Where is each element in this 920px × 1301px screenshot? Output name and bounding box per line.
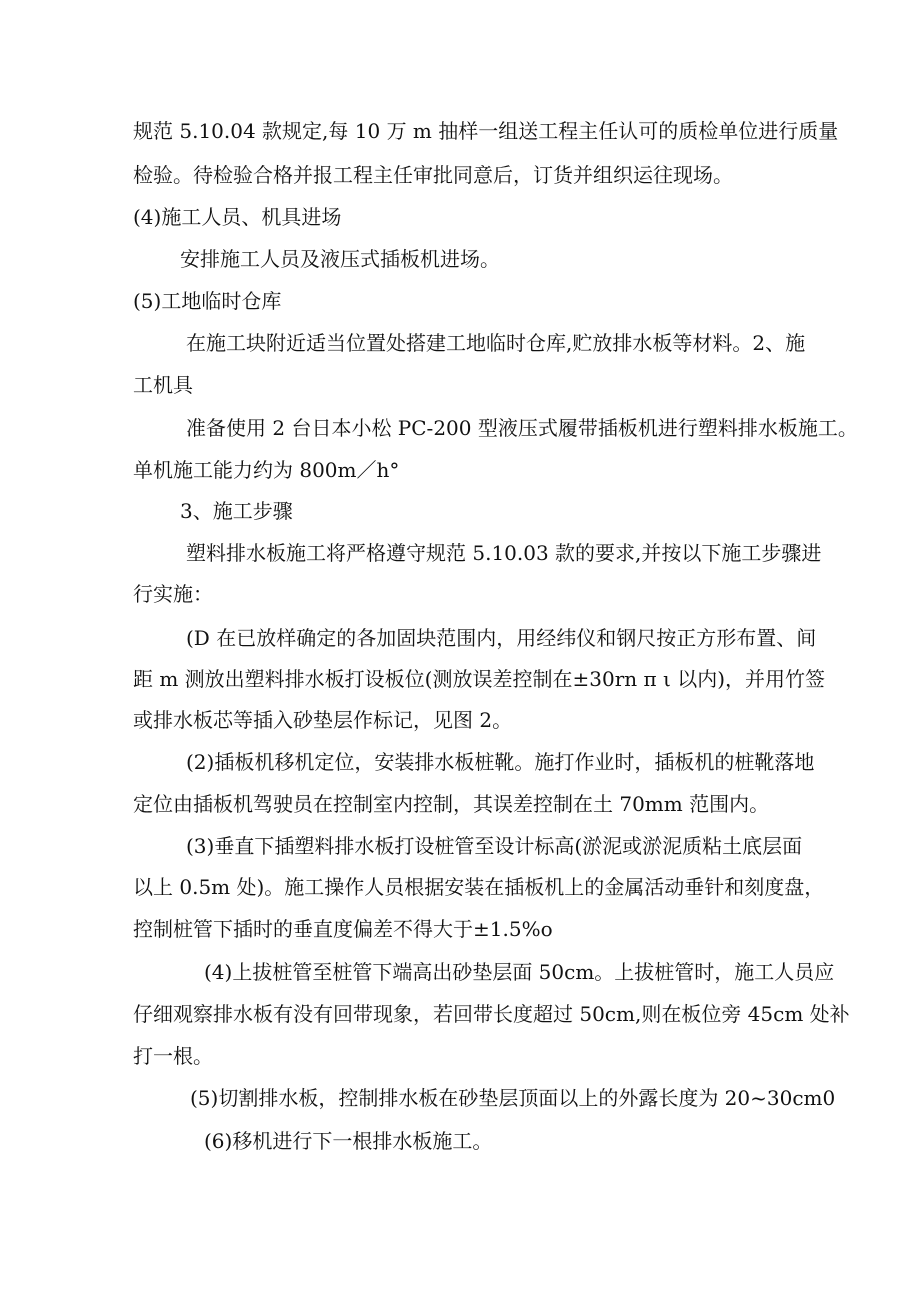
text-line: 以上 0.5m 处)。施工操作人员根据安装在插板机上的金属活动垂针和刻度盘， [133, 875, 825, 899]
text-line: 塑料排水板施工将严格遵守规范 5.10.03 款的要求,并按以下施工步骤进 [186, 541, 822, 565]
text-line: 工机具 [133, 373, 193, 397]
section-heading: (5)工地临时仓库 [133, 289, 282, 313]
text-line: 在施工块附近适当位置处搭建工地临时仓库,贮放排水板等材料。2、施 [186, 331, 806, 355]
text-line: (3)垂直下插塑料排水板打设桩管至设计标高(淤泥或淤泥质粘土底层面 [186, 834, 803, 858]
text-line: 准备使用 2 台日本小松 PC-200 型液压式履带插板机进行塑料排水板施工。 [186, 416, 858, 440]
text-line: (6)移机进行下一根排水板施工。 [204, 1129, 493, 1153]
text-line: (2)插板机移机定位，安装排水板桩靴。施打作业时，插板机的桩靴落地 [186, 750, 815, 774]
text-line: (4)上拔桩管至桩管下端高出砂垫层面 50cm。上拔桩管时，施工人员应 [204, 960, 835, 984]
text-line: 安排施工人员及液压式插板机进场。 [180, 247, 500, 271]
text-line: (5)切割排水板，控制排水板在砂垫层顶面以上的外露长度为 20~30cm0 [190, 1086, 836, 1110]
text-line: 行实施： [133, 582, 213, 606]
text-line: 检验。待检验合格并报工程主任审批同意后，订货并组织运往现场。 [133, 163, 733, 187]
text-line: (D 在已放样确定的各加固块范围内，用经纬仪和钢尺按正方形布置、间 [186, 626, 817, 650]
text-line: 距 m 测放出塑料排水板打设板位(测放误差控制在±30rn π ι 以内)，并用竹签 [133, 667, 825, 691]
section-heading: 3、施工步骤 [180, 499, 293, 523]
text-line: 或排水板芯等插入砂垫层作标记，见图 2。 [133, 708, 513, 732]
text-line: 定位由插板机驾驶员在控制室内控制，其误差控制在土 70mm 范围内。 [133, 792, 770, 816]
section-heading: (4)施工人员、机具进场 [133, 205, 342, 229]
text-line: 仔细观察排水板有没有回带现象，若回带长度超过 50cm,则在板位旁 45cm 处补 [133, 1002, 850, 1026]
text-line: 控制桩管下插时的垂直度偏差不得大于±1.5%o [133, 917, 553, 941]
text-line: 单机施工能力约为 800m／h° [133, 458, 400, 482]
text-line: 规范 5.10.04 款规定,每 10 万 m 抽样一组送工程主任认可的质检单位进行质量 [133, 119, 839, 143]
text-line: 打一根。 [133, 1044, 213, 1068]
